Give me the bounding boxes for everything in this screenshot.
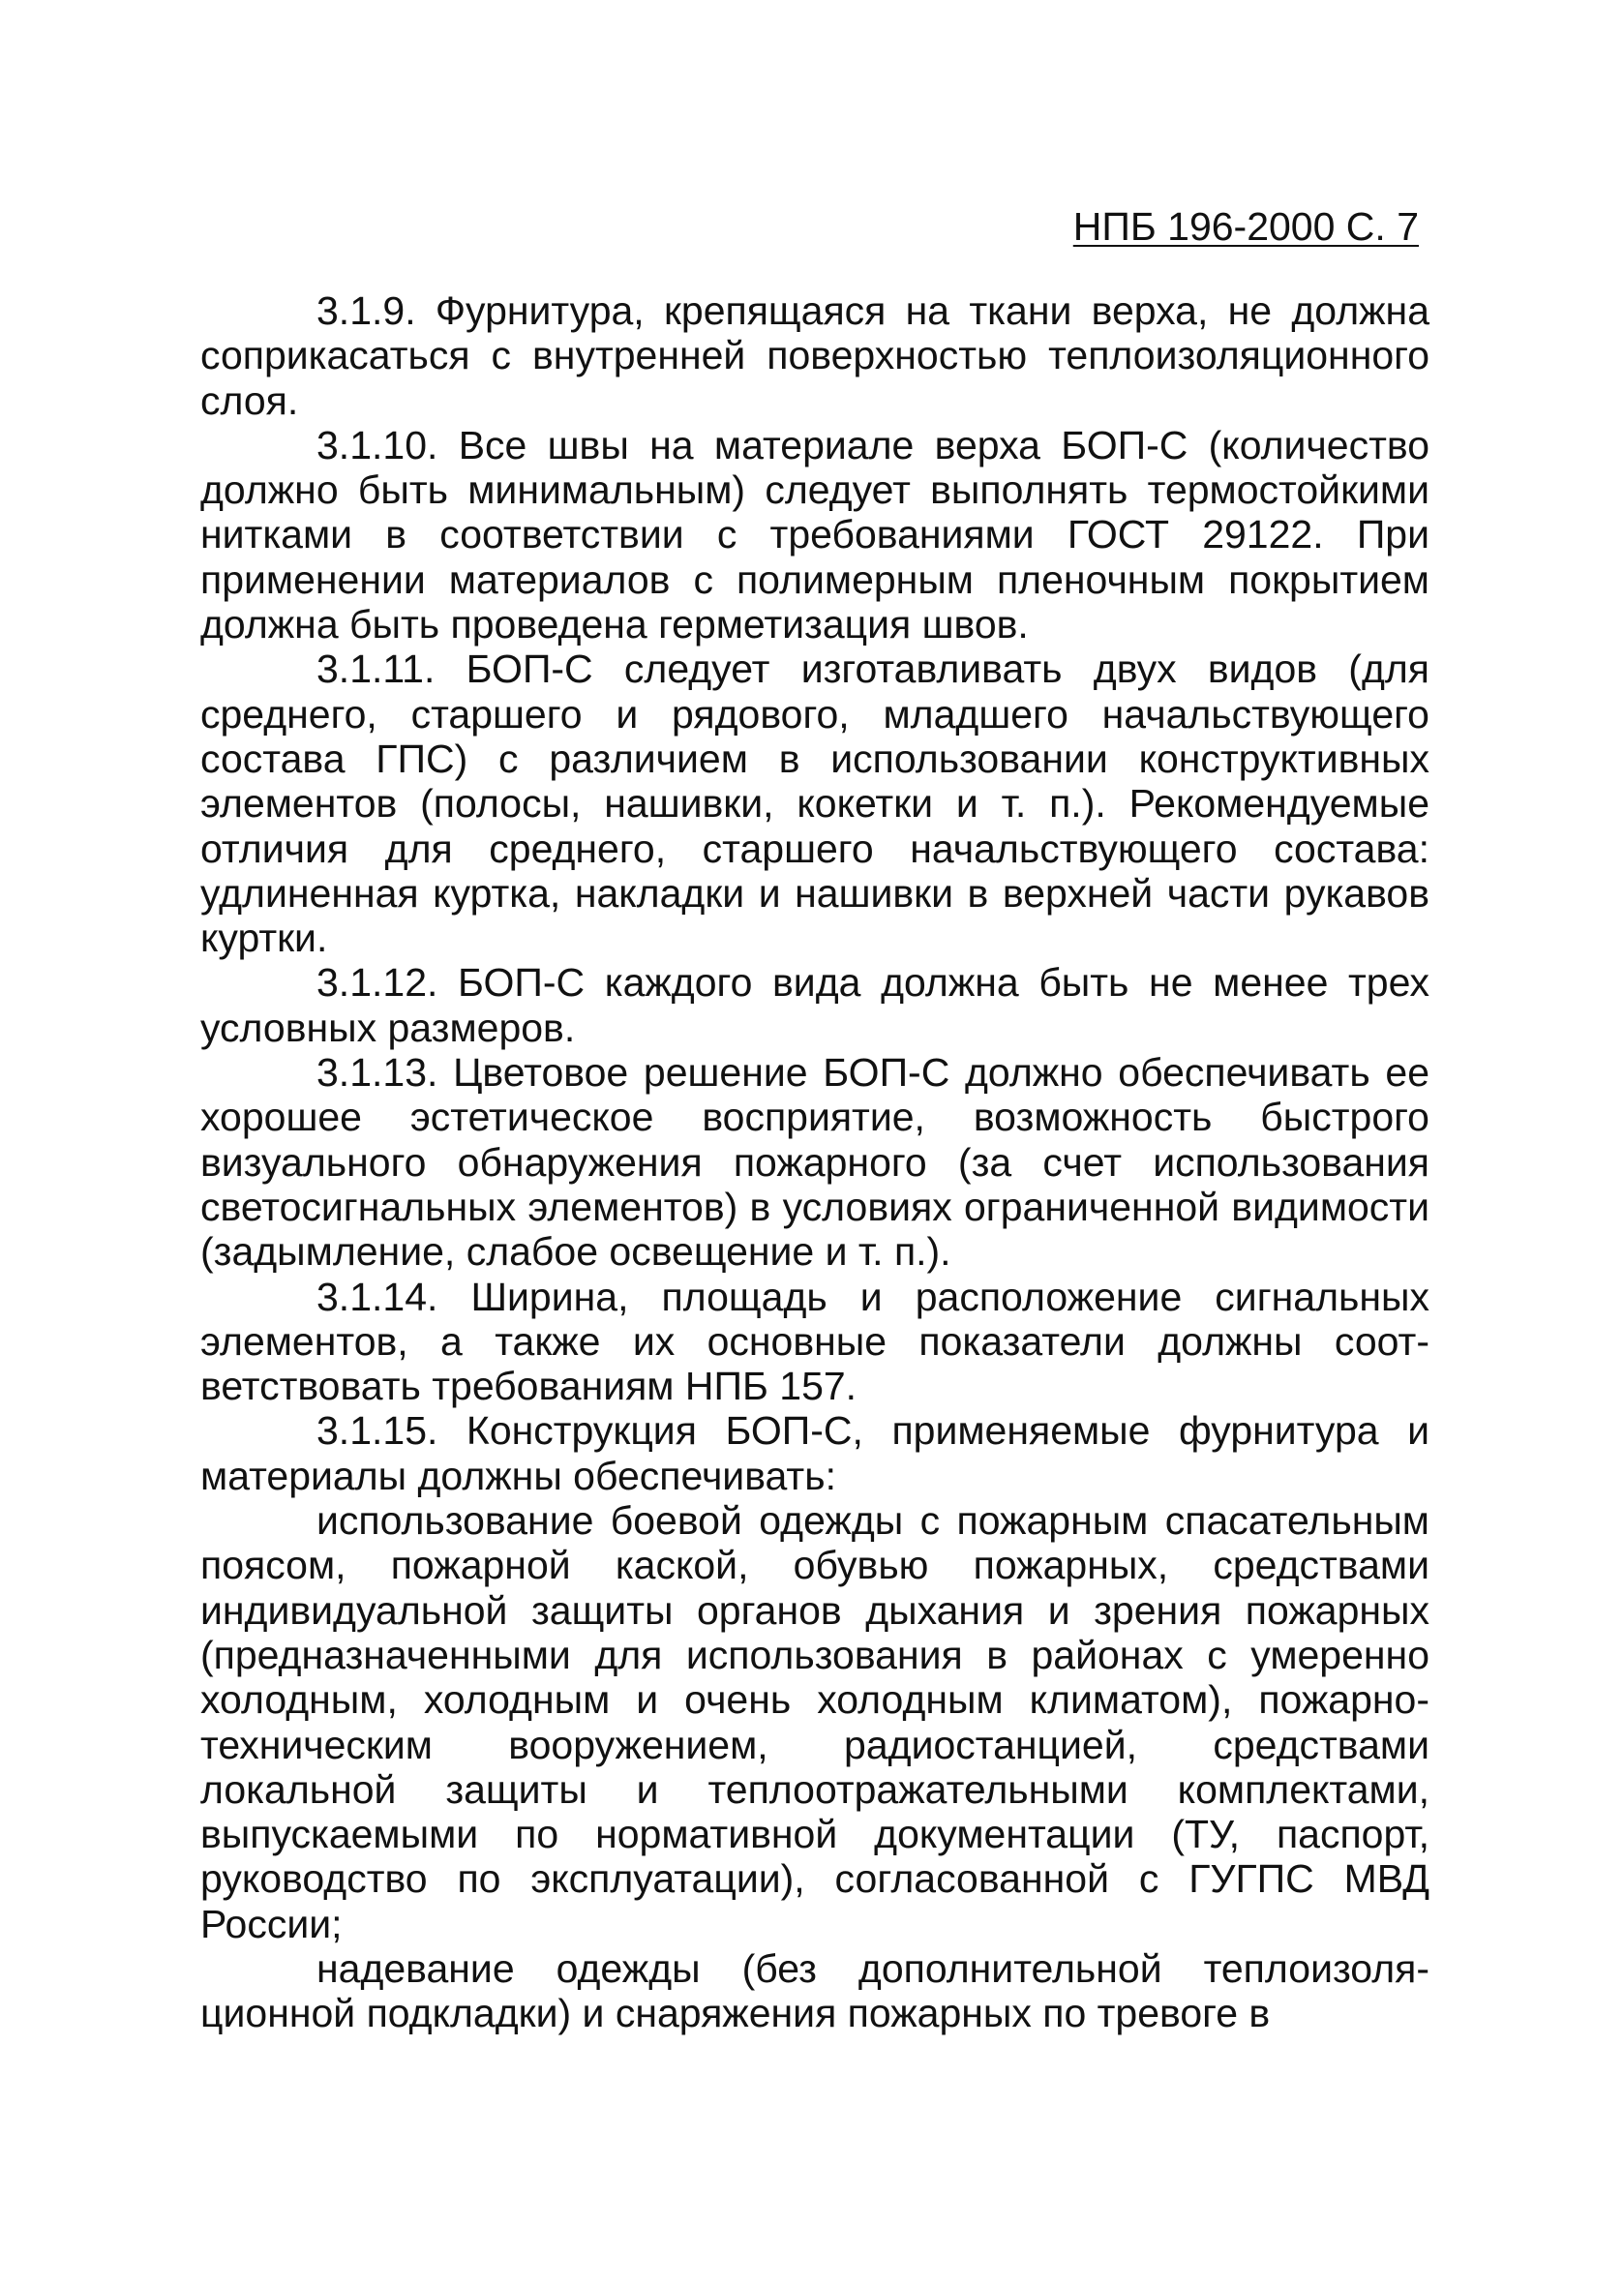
paragraph-3-1-10: 3.1.10. Все швы на материале верха БОП-С (количество должно быть минимальным) следует выполнять термостойкими нитками в соответствии с требованиями ГОСТ 29122. При применении материалов с полимерным пленочным покрытием должна быть проведена герметизация швов. xyxy=(200,422,1429,647)
paragraph-usage-requirement: использование боевой одежды с пожарным спасательным поясом, пожарной каской, обувью пожарных, средствами индивидуальной защиты органов дыхания и зрения пожарных (предназначенными для использования в районах с умеренно холодным, холодным и очень холодным климатом), пожарно-техническим вооружением, радиостанцией, средствами локальной защиты и теплоотражательными комплектами, выпускаемыми по нормативной документации (ТУ, паспорт, руководство по эксплуатации), согласованной с ГУГПС МВД России; xyxy=(200,1498,1429,1946)
paragraph-donning-requirement: надевание одежды (без дополнительной теплоизоляционной подкладки) и снаряжения пожарных по тревоге в xyxy=(200,1945,1429,2036)
document-header-reference: НПБ 196-2000 С. 7 xyxy=(1072,204,1419,249)
paragraph-3-1-9: 3.1.9. Фурнитура, крепящаяся на ткани верха, не должна соприкасаться с внутренней поверхностью теплоизоляционного слоя. xyxy=(200,288,1429,423)
paragraph-3-1-12: 3.1.12. БОП-С каждого вида должна быть не менее трех условных размеров. xyxy=(200,960,1429,1050)
paragraph-3-1-13: 3.1.13. Цветовое решение БОП-С должно обеспечивать ее хорошее эстетическое восприятие, возможность быстрого визуального обнаружения пожарного (за счет использования светосигнальных элементов) в условиях ограниченной видимости (задымление, слабое освещение и т. п.). xyxy=(200,1050,1429,1275)
document-body xyxy=(200,288,1429,2036)
paragraph-3-1-11: 3.1.11. БОП-С следует изготавливать двух видов (для среднего, старшего и рядового, младшего начальствующего состава ГПС) с различием в использовании конструктивных элементов (полосы, нашивки, кокетки и т. п.). Рекомендуемые отличия для среднего, старшего начальствующего состава: удлиненная куртка, накладки и нашивки в верхней части рукавов куртки. xyxy=(200,647,1429,961)
paragraph-3-1-14: 3.1.14. Ширина, площадь и расположение сигнальных элементов, а также их основные показатели должны соответствовать требованиям НПБ 157. xyxy=(200,1274,1429,1409)
paragraph-3-1-15: 3.1.15. Конструкция БОП-С, применяемые фурнитура и материалы должны обеспечивать: xyxy=(200,1408,1429,1498)
